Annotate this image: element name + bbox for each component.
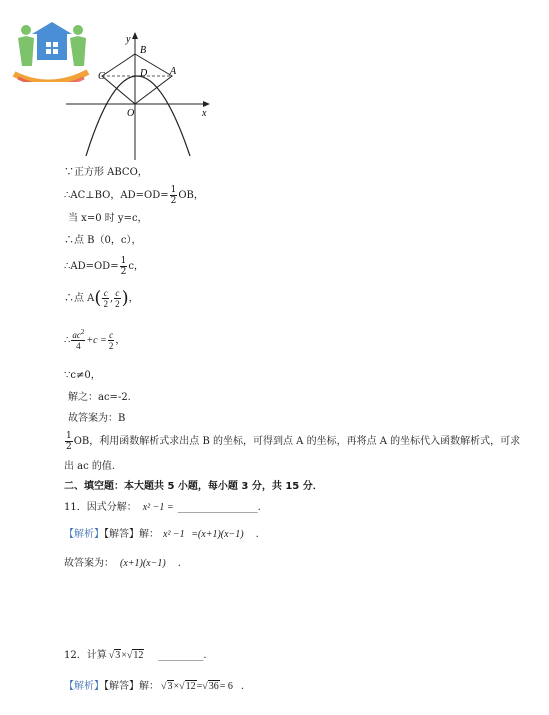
sol-line-10: 故答案为：B [68, 413, 126, 424]
sol-line-8: ∵c≠0， [64, 370, 101, 381]
sol-line-4: ∴点 B（0，c）， [64, 235, 142, 246]
sol-line-3: 当 x=0 时 y=c， [68, 213, 148, 224]
square-abco [102, 54, 172, 104]
q11-stem: 11．因式分解： x² −1 = ________________. [64, 502, 261, 513]
sol-line-11: $\frac{1}{2}$ OB，利用函数解析式求出点 B 的坐标，可得到点 A 的坐标，再将点 A 的坐标代入函数解析式，可求 [66, 431, 521, 452]
label-x: x [202, 108, 207, 119]
analysis-tag: 【解析】 [64, 529, 104, 540]
sol-line-7: ∴ $\frac{ac^2}{4}$ +c = $\frac{c}{2}$ ， [64, 328, 126, 351]
sol-line-9: 解之：ac=-2. [68, 392, 131, 403]
q11-solution: 【解析】【解答】解： x² −1 =(x+1)(x−1) . [64, 529, 259, 540]
sol-line-2: ∴AC⊥BO，AD=OD= $\frac{1}{2}$ OB， [64, 185, 204, 206]
q12-solution: 【解析】【解答】解： √3×√12=√36= 6 . [64, 681, 245, 692]
label-a: A [170, 66, 177, 77]
sol-line-6: ∴点 A( $\frac{c}{2}$ , $\frac{c}{2}$ )， [64, 287, 139, 309]
sol-line-5: ∴AD=OD= $\frac{1}{2}$ c， [64, 256, 144, 277]
q12-stem: 12．计算 √3×√12 _________. [64, 650, 207, 661]
parabola-square-graph [60, 26, 220, 162]
label-y: y [126, 34, 131, 45]
label-b: B [140, 45, 147, 56]
label-d: D [140, 68, 148, 79]
sol-line-1: ∵正方形 ABCO， [64, 167, 148, 178]
sol-line-12: 出 ac 的值. [64, 461, 116, 472]
q11-answer: 故答案为： (x+1)(x−1) . [64, 558, 181, 569]
analysis-tag: 【解析】 [64, 681, 104, 692]
label-origin: O [127, 108, 135, 119]
section-heading: 二、填空题：本大题共 5 小题，每小题 3 分，共 15 分． [64, 481, 323, 492]
label-c: C [98, 71, 105, 82]
parabola-curve [86, 76, 190, 156]
